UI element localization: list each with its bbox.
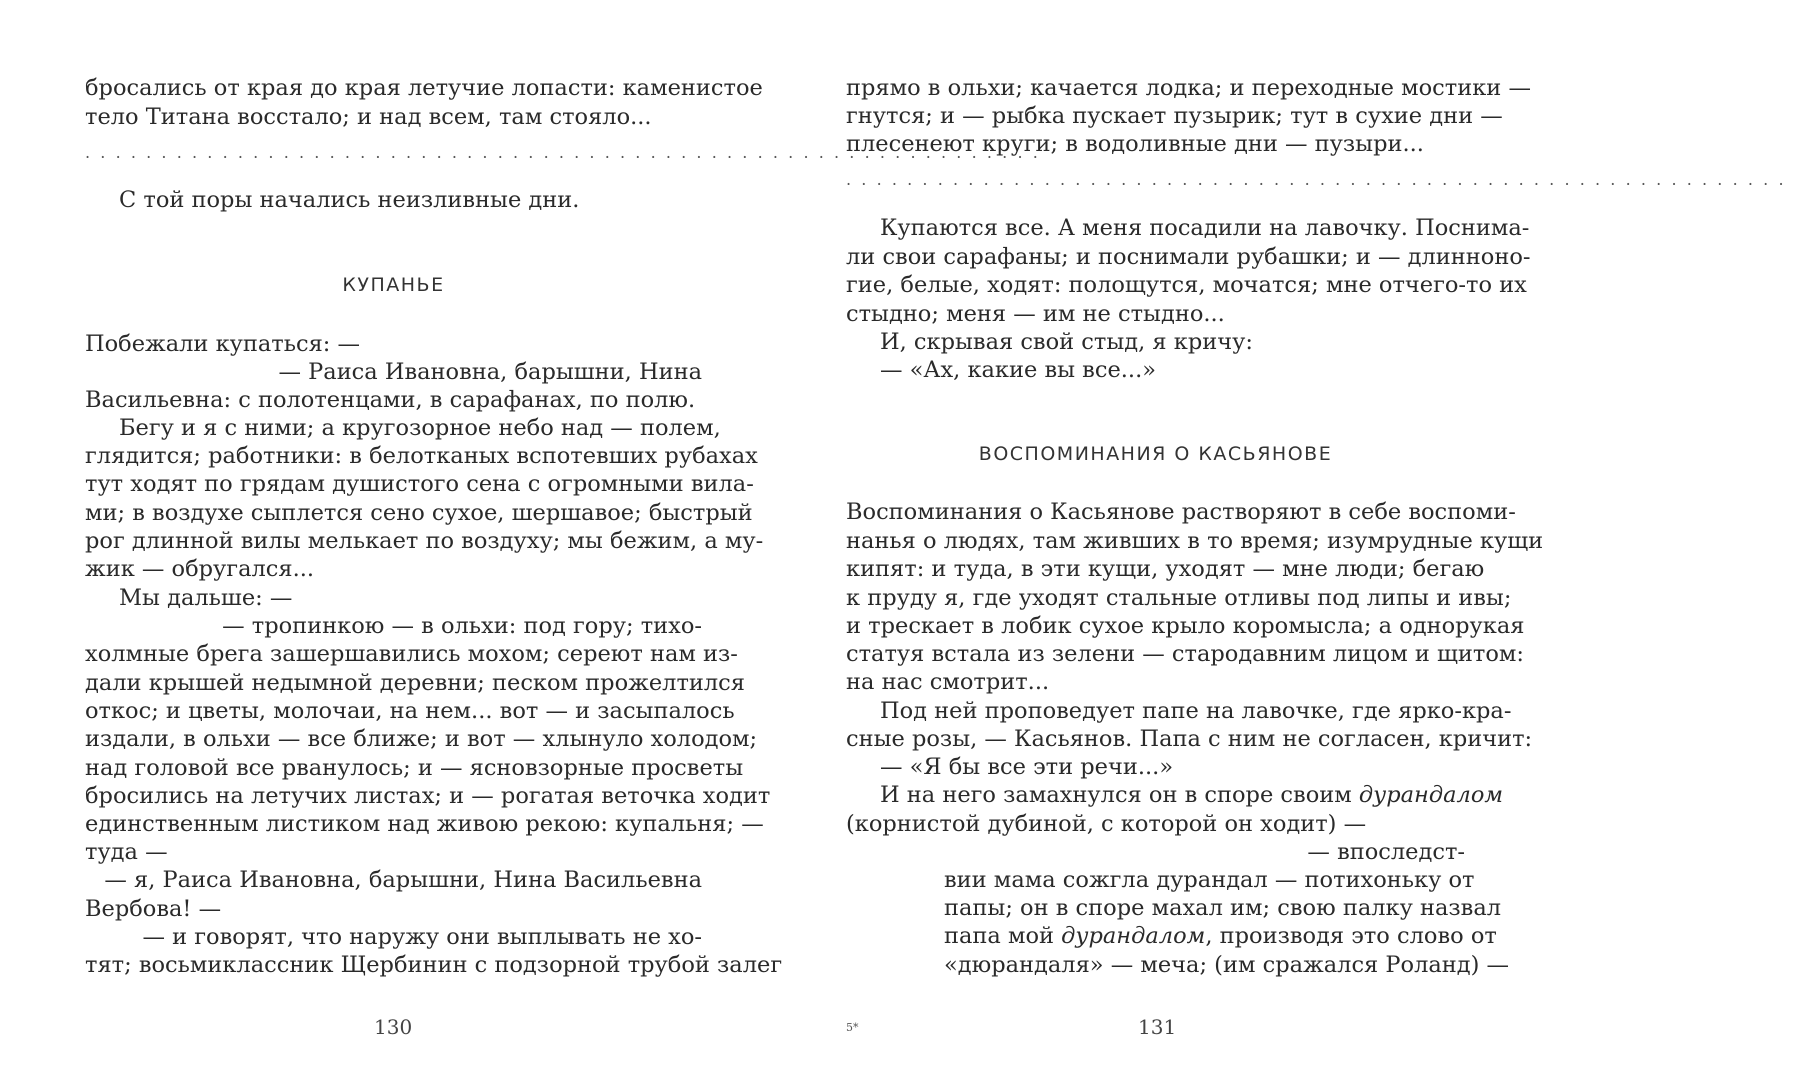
text-line: С той поры начались неизливные дни. [119, 187, 580, 213]
text-line: бросились на летучих листах; и — рогатая веточка ходит [85, 783, 771, 809]
text-line: «дюрандаля» — меча; (им сражался Роланд) — [944, 952, 1510, 978]
text-line: — тропинкою — в ольхи: под гору; тихо- [222, 613, 702, 639]
text-line: Вербова! — [85, 896, 222, 922]
text-line: ли свои сарафаны; и поснимали рубашки; и — длинноно- [846, 244, 1531, 270]
text-line [880, 781, 1504, 809]
section-divider-dots: ............................................................... [85, 143, 1049, 162]
text-line: кипят: и туда, в эти кущи, уходят — мне люди; бегаю [846, 556, 1485, 582]
text-line: вии мама сожгла дурандал — потихоньку от [944, 867, 1475, 893]
page-number: 131 [1138, 1015, 1177, 1039]
text-line: дали крышей недымной деревни; песком прожелтился [85, 670, 745, 696]
text-line: Бегу и я с ними; а кругозорное небо над — полем, [119, 415, 721, 441]
text-line: плесенеют круги; в водоливные дни — пузыри... [846, 131, 1424, 157]
text-line: Под ней проповедует папе на лавочке, где ярко-кра- [880, 698, 1512, 724]
section-heading: КУПАНЬЕ [342, 274, 445, 296]
text-line: к пруду я, где уходят стальные отливы под липы и ивы; [846, 585, 1512, 611]
text-line: И, скрывая свой стыд, я кричу: [880, 329, 1253, 355]
page-number: 130 [374, 1015, 413, 1039]
italic-word: дурандалом [1358, 782, 1504, 808]
text-line: жик — обругался... [85, 556, 315, 582]
signature-mark: 5* [846, 1021, 859, 1034]
text-line: папы; он в споре махал им; свою палку назвал [944, 895, 1502, 921]
right-page [846, 0, 1794, 1080]
italic-word: дурандалом [1061, 923, 1206, 949]
text-line: Васильевна: с полотенцами, в сарафанах, по полю. [85, 387, 696, 413]
text-line: Воспоминания о Касьянове растворяют в себе воспоми- [846, 499, 1516, 525]
text-line: гнутся; и — рыбка пускает пузырик; тут в сухие дни — [846, 103, 1503, 129]
text-line: — и говорят, что наружу они выплывать не хо- [142, 924, 702, 950]
text-line: стыдно; меня — им не стыдно... [846, 301, 1225, 327]
text-line: глядится; работники: в белотканых вспотевших рубахах [85, 443, 758, 469]
text-line: прямо в ольхи; качается лодка; и переходные мостики — [846, 75, 1531, 101]
text-line: — я, Раиса Ивановна, барышни, Нина Васильевна [104, 867, 702, 893]
section-divider-dots: .............................................................. [846, 170, 1794, 189]
text-line: — впоследст- [1307, 839, 1465, 865]
section-heading: ВОСПОМИНАНИЯ О КАСЬЯНОВЕ [978, 443, 1333, 465]
text-line: (корнистой дубиной, с которой он ходит) — [846, 811, 1367, 837]
text-line: Побежали купаться: — [85, 331, 361, 357]
text-line: холмные брега зашершавились мохом; сереют нам из- [85, 641, 738, 667]
text-line: откос; и цветы, молочаи, на нем... вот — и засыпалось [85, 698, 735, 724]
text-line [944, 922, 1497, 950]
text-line: над головой все рванулось; и — ясновзорные просветы [85, 755, 744, 781]
text-fragment: , производя это слово от [1205, 923, 1497, 949]
text-fragment: папа мой [944, 923, 1062, 949]
text-line: тят; восьмиклассник Щербинин с подзорной трубой залег [85, 952, 783, 978]
text-line: Купаются все. А меня посадили на лавочку. Поснима- [880, 215, 1530, 241]
text-line: гие, белые, ходят: полощутся, мочатся; мне отчего-то их [846, 272, 1527, 298]
text-line: бросались от края до края летучие лопасти: каменистое [85, 75, 763, 101]
text-line: рог длинной вилы мелькает по воздуху; мы бежим, а му- [85, 528, 764, 554]
text-line: туда — [85, 839, 168, 865]
text-line: — «Я бы все эти речи...» [880, 754, 1174, 780]
text-line: статуя встала из зелени — стародавним лицом и щитом: [846, 641, 1524, 667]
text-line: тело Титана восстало; и над всем, там стояло... [85, 104, 652, 130]
text-line: издали, в ольхи — все ближе; и вот — хлынуло холодом; [85, 726, 758, 752]
text-line: — Раиса Ивановна, барышни, Нина [278, 359, 702, 385]
text-fragment: И на него замахнулся он в споре своим [880, 782, 1359, 808]
text-line: нанья о людях, там живших в то время; изумрудные кущи [846, 528, 1544, 554]
text-line: сные розы, — Касьянов. Папа с ним не согласен, кричит: [846, 726, 1533, 752]
text-line: единственным листиком над живою рекою: купальня; — [85, 811, 764, 837]
text-line: и трескает в лобик сухое крыло коромысла; а однорукая [846, 613, 1525, 639]
text-line: тут ходят по грядам душистого сена с огромными вила- [85, 471, 754, 497]
text-line: — «Ах, какие вы все...» [880, 357, 1156, 383]
text-line: Мы дальше: — [119, 585, 293, 611]
text-line: на нас смотрит... [846, 669, 1050, 695]
text-line: ми; в воздухе сыплется сено сухое, шершавое; быстрый [85, 500, 753, 526]
